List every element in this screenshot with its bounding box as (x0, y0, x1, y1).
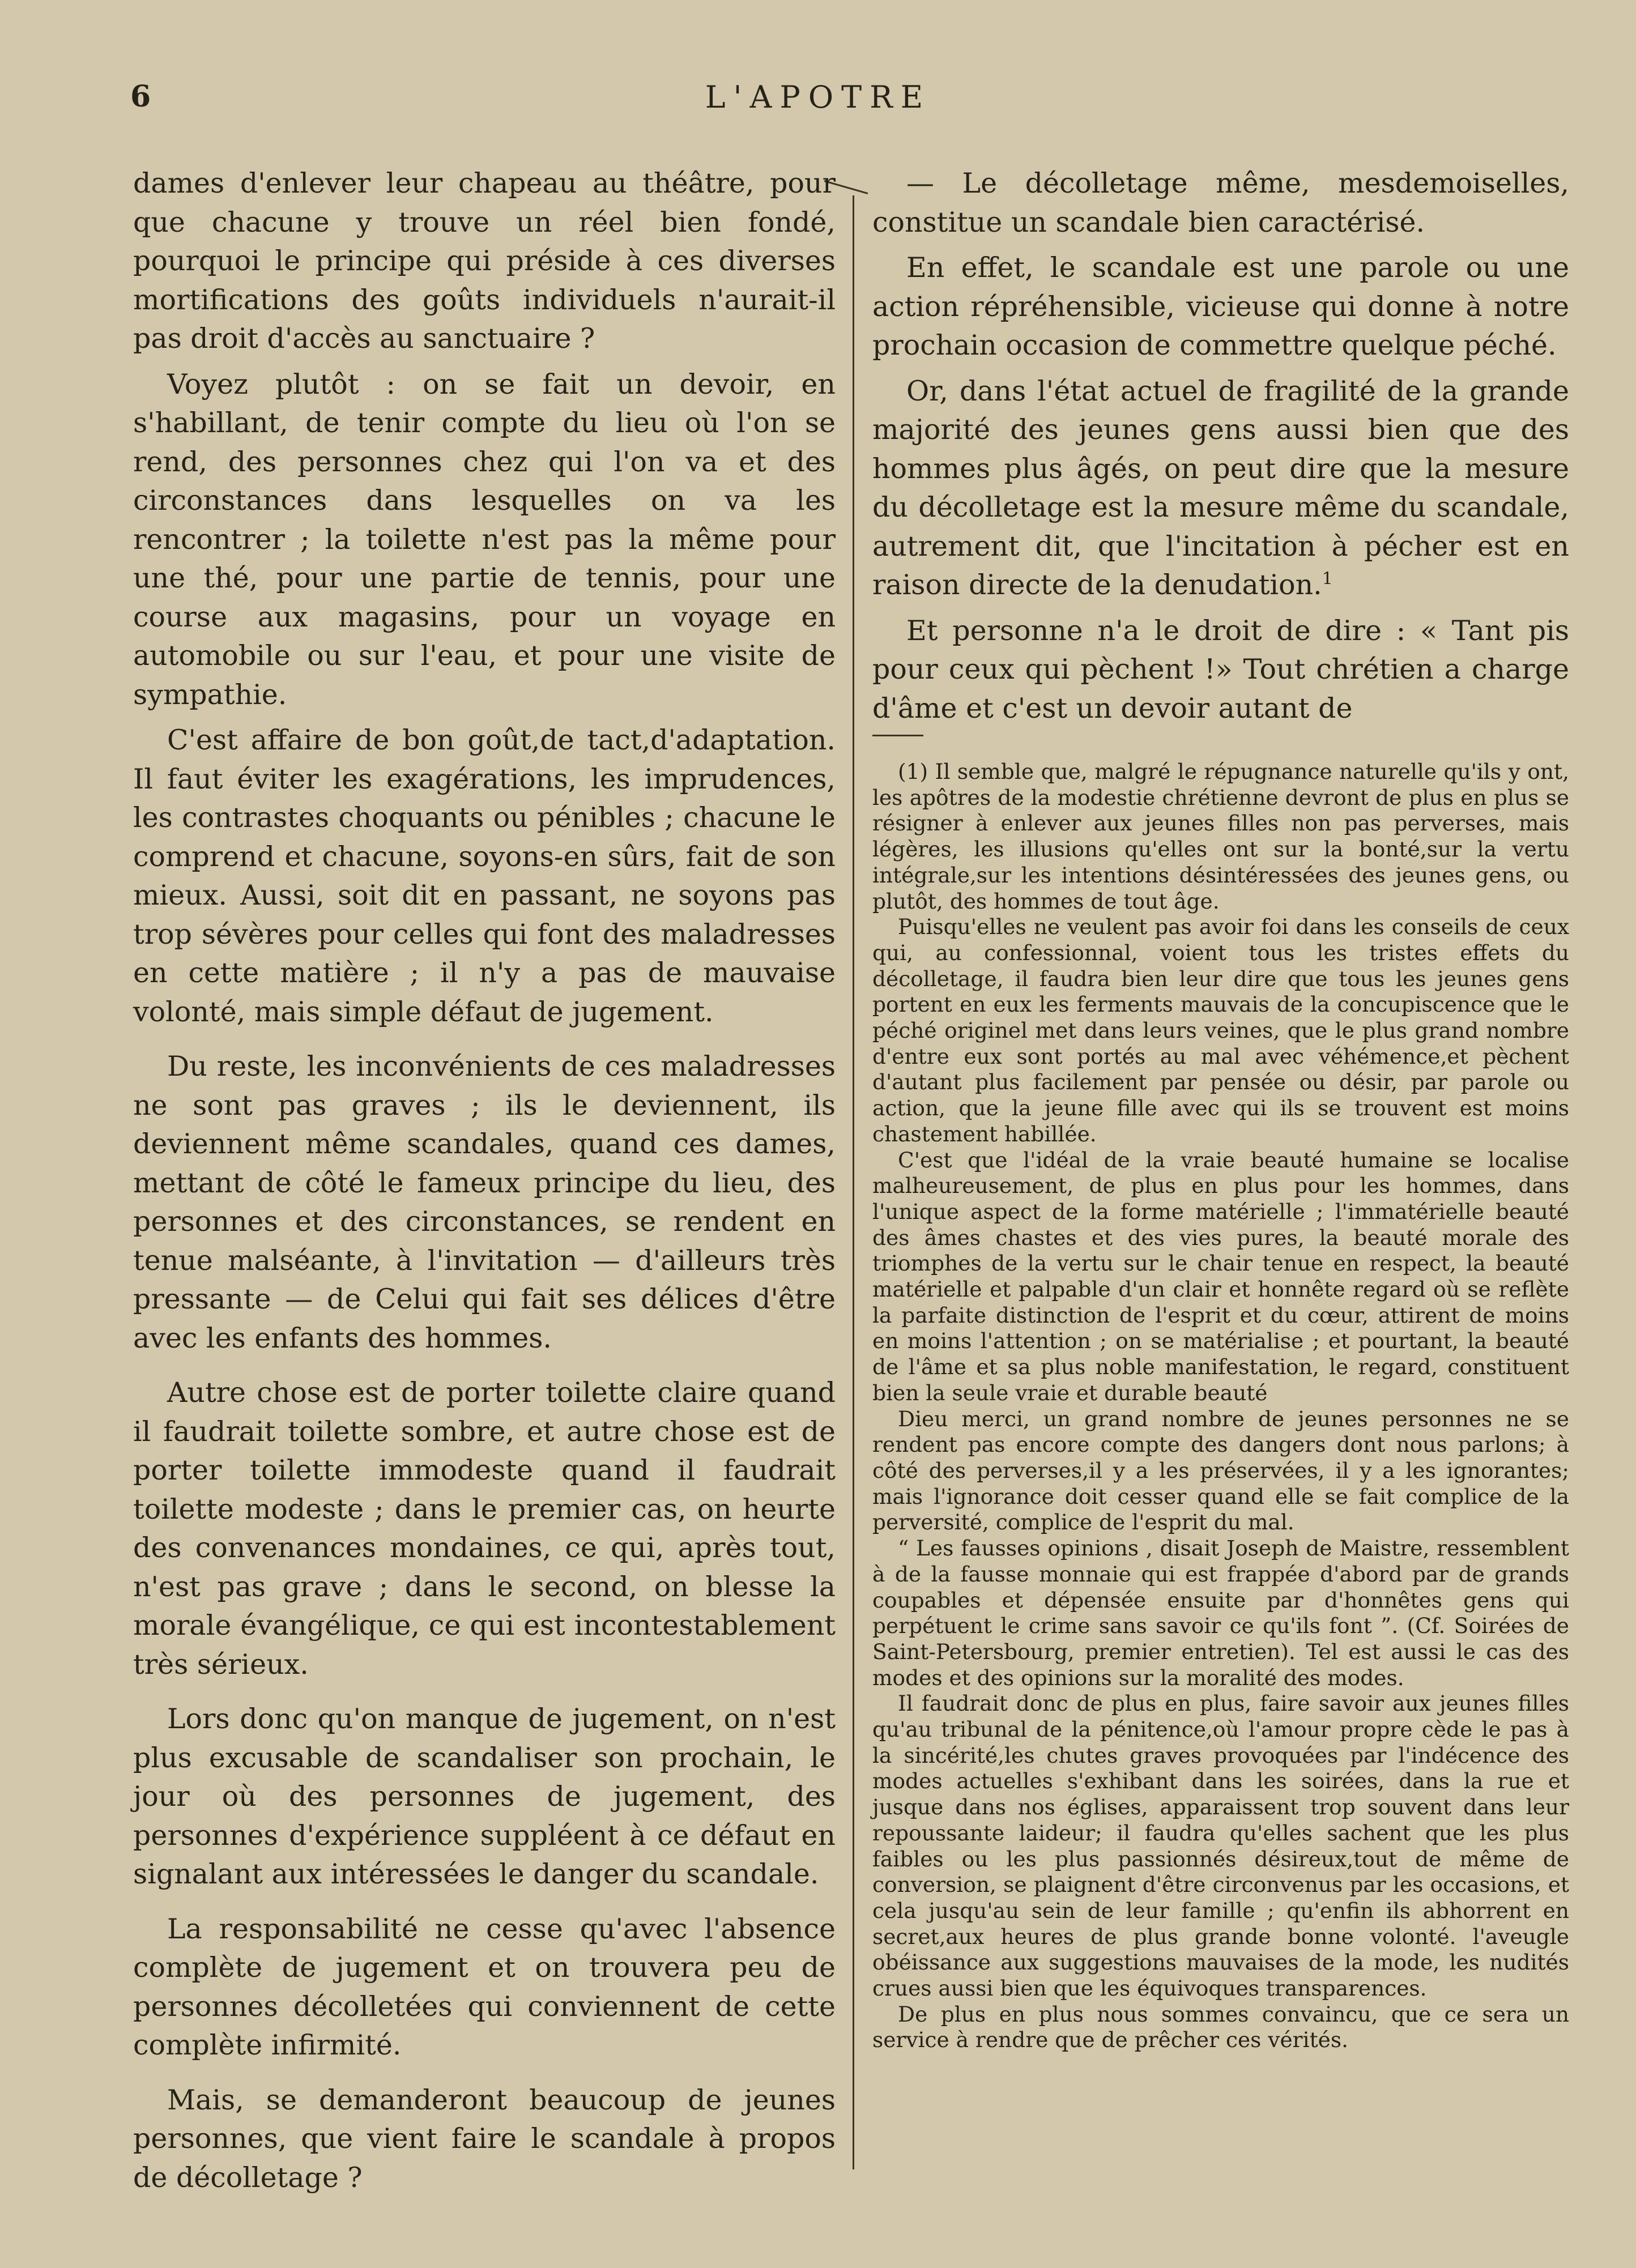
footnote: (1) Il semble que, malgré le répugnance naturelle qu'ils y ont, les apôtres de la modestie chrétienne devront de plus en plus se résigner à enlever aux jeunes filles non pas perverses, mais légères, les illusions qu'elles ont sur la bonté,sur la vertu intégrale,sur les intentions désintéressées des jeunes gens, ou plutôt, des hommes de tout âge. (872, 759, 1569, 914)
page-header (0, 79, 1636, 125)
left-column (133, 164, 836, 2204)
paragraph: — Le décolletage même, mesdemoiselles, constitue un scandale bien caractérisé. (872, 167, 1569, 238)
footnote: “ Les fausses opinions , disait Joseph de Maistre, ressemblent à de la fausse monnaie qui est frappée d'abord par de grands coupables et dépensée ensuite par d'honnêtes gens qui perpétuent le crime sans savoir ce qu'ils font ”. (Cf. Soirées de Saint-Petersbourg, premier entretien). Tel est aussi le cas des modes et des opinions sur la moralité des modes. (872, 1536, 1569, 1690)
footnotes (872, 759, 1569, 2053)
right-column (872, 164, 1569, 2053)
footnote: Puisqu'elles ne veulent pas avoir foi dans les conseils de ceux qui, au confessionnal, voient tous les tristes effets du décolletage, il faudra bien leur dire que tous les jeunes gens portent en eux les ferments mauvais de la concupiscence que le péché originel met dans leurs veines, que le plus grand nombre d'entre eux sont portés au mal avec véhémence,et pèchent d'autant plus facilement par pensée ou désir, par parole ou action, que la jeune fille avec qui ils se trouvent est moins chastement habillée. (872, 914, 1569, 1146)
paragraph: Autre chose est de porter toilette claire quand il faudrait toilette sombre, et autre chose est de porter toilette immodeste quand il faudrait toilette modeste ; dans le premier cas, on heurte des convenances mondaines, ce qui, après tout, n'est pas grave ; dans le second, on blesse la morale évangélique, ce qui est incontestablement très sérieux. (133, 1376, 836, 1681)
page-number: 6 (130, 79, 151, 114)
paragraph: C'est affaire de bon goût,de tact,d'adaptation. Il faut éviter les exagérations, les imprudences, les contrastes choquants ou pénibles ; chacune le comprend et chacune, soyons-en sûrs, fait de son mieux. Aussi, soit dit en passant, ne soyons pas trop sévères pour celles qui font des maladresses en cette matière ; il n'y a pas de mauvaise volonté, mais simple défaut de jugement. (133, 724, 836, 1028)
running-title: L'APOTRE (705, 79, 931, 115)
footnote: C'est que l'idéal de la vraie beauté humaine se localise malheureusement, de plus en plus pour les hommes, dans l'unique aspect de la forme matérielle ; l'immatérielle beauté des âmes chastes et des vies pures, la beauté morale des triomphes de la vertu sur le chair tenue en respect, la beauté matérielle et palpable d'un clair et honnête regard où se reflète la parfaite distinction de l'esprit et du cœur, attirent de moins en moins l'attention ; on se matérialise ; et pourtant, la beauté de l'âme et sa plus noble manifestation, le regard, constituent bien la seule vraie et durable beauté (872, 1147, 1569, 1405)
paragraph: En effet, le scandale est une parole ou une action répréhensible, vicieuse qui donne à notre prochain occasion de commettre quelque péché. (872, 251, 1569, 361)
paragraph: Mais, se demanderont beaucoup de jeunes personnes, que vient faire le scandale à propos de décolletage ? (133, 2083, 836, 2194)
paragraph: Et personne n'a le droit de dire : « Tant pis pour ceux qui pèchent !» Tout chrétien a charge d'âme et c'est un devoir autant de (872, 614, 1569, 724)
column-rule (853, 195, 854, 2169)
footnote-marker: 1 (1322, 569, 1333, 589)
paragraph: Voyez plutôt : on se fait un devoir, en s'habillant, de tenir compte du lieu où l'on se rend, des personnes chez qui l'on va et des circonstances dans lesquelles on va les rencontrer ; la toilette n'est pas la même pour une thé, pour une partie de tennis, pour une course aux magasins, pour un voyage en automobile ou sur l'eau, et pour une visite de sympathie. (133, 368, 836, 711)
paragraph (872, 372, 1569, 605)
footnote: Dieu merci, un grand nombre de jeunes personnes ne se rendent pas encore compte des dangers dont nous parlons; à côté des perverses,il y a les préservées, il y a les ignorantes; mais l'ignorance doit cesser quand elle se fait complice de la perversité, complice de l'esprit du mal. (872, 1406, 1569, 1535)
paragraph-text: Or, dans l'état actuel de fragilité de la grande majorité des jeunes gens aussi bien que des hommes plus âgés, on peut dire que la mesure du décolletage est la mesure même du scandale, autrement dit, que l'incitation à pécher est en raison directe de la denudation. (872, 374, 1569, 601)
paragraph: Du reste, les inconvénients de ces maladresses ne sont pas graves ; ils le deviennent, ils deviennent même scandales, quand ces dames, mettant de côté le fameux principe du lieu, des personnes et des circonstances, se rendent en tenue malséante, à l'invitation — d'ailleurs très pressante — de Celui qui fait ses délices d'être avec les enfants des hommes. (133, 1050, 836, 1354)
footnote: Il faudrait donc de plus en plus, faire savoir aux jeunes filles qu'au tribunal de la pénitence,où l'amour propre cède le pas à la sincérité,les chutes graves provoquées par l'indécence des modes actuelles s'exhibant dans les soirées, dans la rue et jusque dans nos églises, apparaissent trop souvent dans leur repoussante laideur; il faudra qu'elles sachent que les plus faibles ou les plus passionnés désireux,tout de même de conversion, se plaignent d'être circonvenus par les occasions, et cela jusqu'au sein de leur famille ; qu'enfin ils abhorrent en secret,aux heures de plus grande bonne volonté. l'aveugle obéissance aux suggestions mauvaises de la mode, les nudités crues aussi bien que les équivoques transparences. (872, 1691, 1569, 2001)
paragraph: Lors donc qu'on manque de jugement, on n'est plus excusable de scandaliser son prochain, le jour où des personnes de jugement, des personnes d'expérience suppléent à ce défaut en signalant aux intéressées le danger du scandale. (133, 1703, 836, 1890)
paragraph: dames d'enlever leur chapeau au théâtre, pour que chacune y trouve un réel bien fondé, pourquoi le principe qui préside à ces diverses mortifications des goûts individuels n'aurait-il pas droit d'accès au sanctuaire ? (133, 167, 836, 355)
footnote: De plus en plus nous sommes convaincu, que ce sera un service à rendre que de prêcher ces vérités. (872, 2001, 1569, 2053)
footnote-separator (872, 735, 923, 736)
paragraph: La responsabilité ne cesse qu'avec l'absence complète de jugement et on trouvera peu de personnes décolletées qui conviennent de cette complète infirmité. (133, 1912, 836, 2061)
